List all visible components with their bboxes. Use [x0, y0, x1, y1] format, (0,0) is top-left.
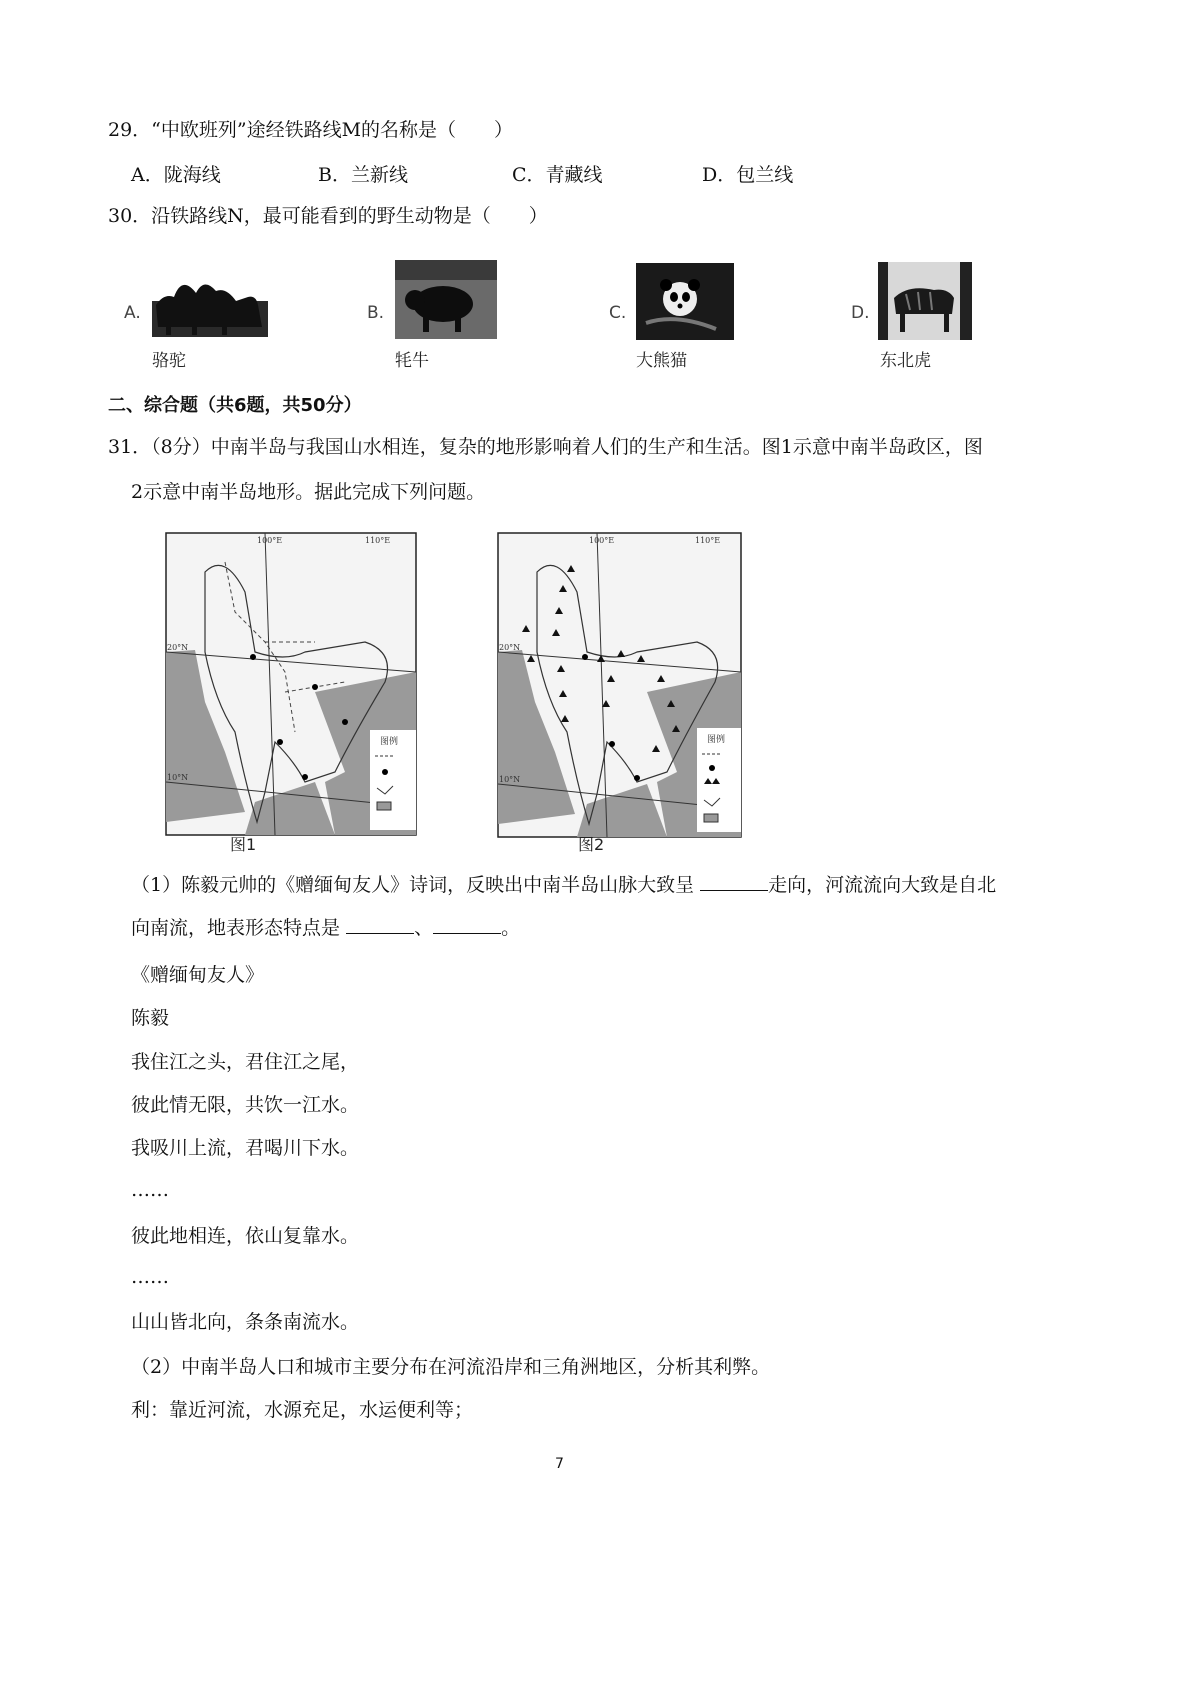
poem-line: 我吸川上流，君喝川下水。 — [131, 1137, 360, 1159]
figure-1-lat-20: 20°N — [167, 643, 189, 652]
q30-option-a-caption: 骆驼 — [152, 351, 186, 371]
panda-photo — [636, 263, 734, 340]
poem-ellipsis: …… — [131, 1179, 169, 1201]
q30-stem: 30．沿铁路线N，最可能看到的野生动物是（ ） — [108, 205, 548, 227]
section-heading: 二、综合题（共6题，共50分） — [108, 395, 362, 416]
q31-part2: （2）中南半岛人口和城市主要分布在河流沿岸和三角洲地区，分析其利弊。 — [131, 1356, 771, 1378]
q31-stem-line1: 31．（8分）中南半岛与我国山水相连，复杂的地形影响着人们的生产和生活。图1示意中南半岛政区，图 — [108, 436, 983, 458]
q29-option-d: D．包兰线 — [702, 164, 794, 186]
answer-blank-1[interactable] — [700, 870, 768, 891]
q30-option-a-letter: A. — [124, 303, 141, 323]
q29-option-b: B．兰新线 — [318, 164, 408, 186]
q31-part1-line2 — [131, 913, 520, 942]
q31-part2-answer: 利：靠近河流，水源充足，水运便利等； — [131, 1399, 474, 1421]
q31-part1-text-a: （1）陈毅元帅的《赠缅甸友人》诗词，反映出中南半岛山脉大致呈 — [131, 874, 695, 896]
q30-option-c-letter: C. — [609, 303, 627, 323]
figure-2-legend-title: 图例 — [707, 735, 726, 745]
q29-stem: 29．“中欧班列”途经铁路线M的名称是（ ） — [108, 119, 514, 141]
q31-part1-sep: 、 — [414, 917, 434, 939]
poem-line: 彼此地相连，依山复靠水。 — [131, 1225, 360, 1247]
q31-part1-end: 。 — [501, 917, 521, 939]
figure-2-lat-20: 20°N — [499, 643, 521, 652]
q31-stem-line2: 2示意中南半岛地形。据此完成下列问题。 — [131, 481, 486, 503]
poem-line: 山山皆北向，条条南流水。 — [131, 1311, 360, 1333]
figure-1-political-map — [165, 532, 417, 836]
q30-option-b-caption: 牦牛 — [395, 351, 429, 371]
q30-option-b-letter: B. — [367, 303, 385, 323]
figure-1-lat-10: 10°N — [167, 773, 189, 782]
poem-line: 我住江之头，君住江之尾， — [131, 1051, 360, 1073]
tiger-photo — [878, 262, 972, 340]
camel-photo — [152, 267, 268, 337]
answer-blank-2[interactable] — [346, 913, 414, 934]
figure-2-lon-110: 110°E — [695, 536, 721, 545]
figure-2-terrain-map — [497, 532, 742, 838]
q31-part1-line1 — [131, 870, 996, 899]
figure-2-lat-10: 10°N — [499, 775, 521, 784]
poem-line: 彼此情无限，共饮一江水。 — [131, 1094, 360, 1116]
q30-option-c-caption: 大熊猫 — [636, 351, 687, 371]
q30-option-d-caption: 东北虎 — [880, 351, 931, 371]
figure-2-lon-100: 100°E — [589, 536, 615, 545]
poem-title: 《赠缅甸友人》 — [131, 964, 265, 986]
q29-option-a: A．陇海线 — [131, 164, 221, 186]
answer-blank-3[interactable] — [433, 913, 501, 934]
poem-ellipsis: …… — [131, 1266, 169, 1288]
page-number: 7 — [555, 1456, 564, 1472]
figure-2-caption: 图2 — [578, 835, 605, 854]
figure-1-legend-title: 图例 — [380, 737, 399, 747]
yak-photo — [395, 260, 497, 339]
q30-option-d-letter: D. — [851, 303, 870, 323]
q31-part1-text-b: 走向，河流流向大致是自北 — [768, 874, 997, 896]
figure-1-lon-110: 110°E — [365, 536, 391, 545]
figure-1-caption: 图1 — [230, 835, 257, 854]
q31-part1-text-c: 向南流，地表形态特点是 — [131, 917, 341, 939]
poem-author: 陈毅 — [131, 1007, 170, 1029]
figure-1-lon-100: 100°E — [257, 536, 283, 545]
q29-option-c: C．青藏线 — [512, 164, 603, 186]
